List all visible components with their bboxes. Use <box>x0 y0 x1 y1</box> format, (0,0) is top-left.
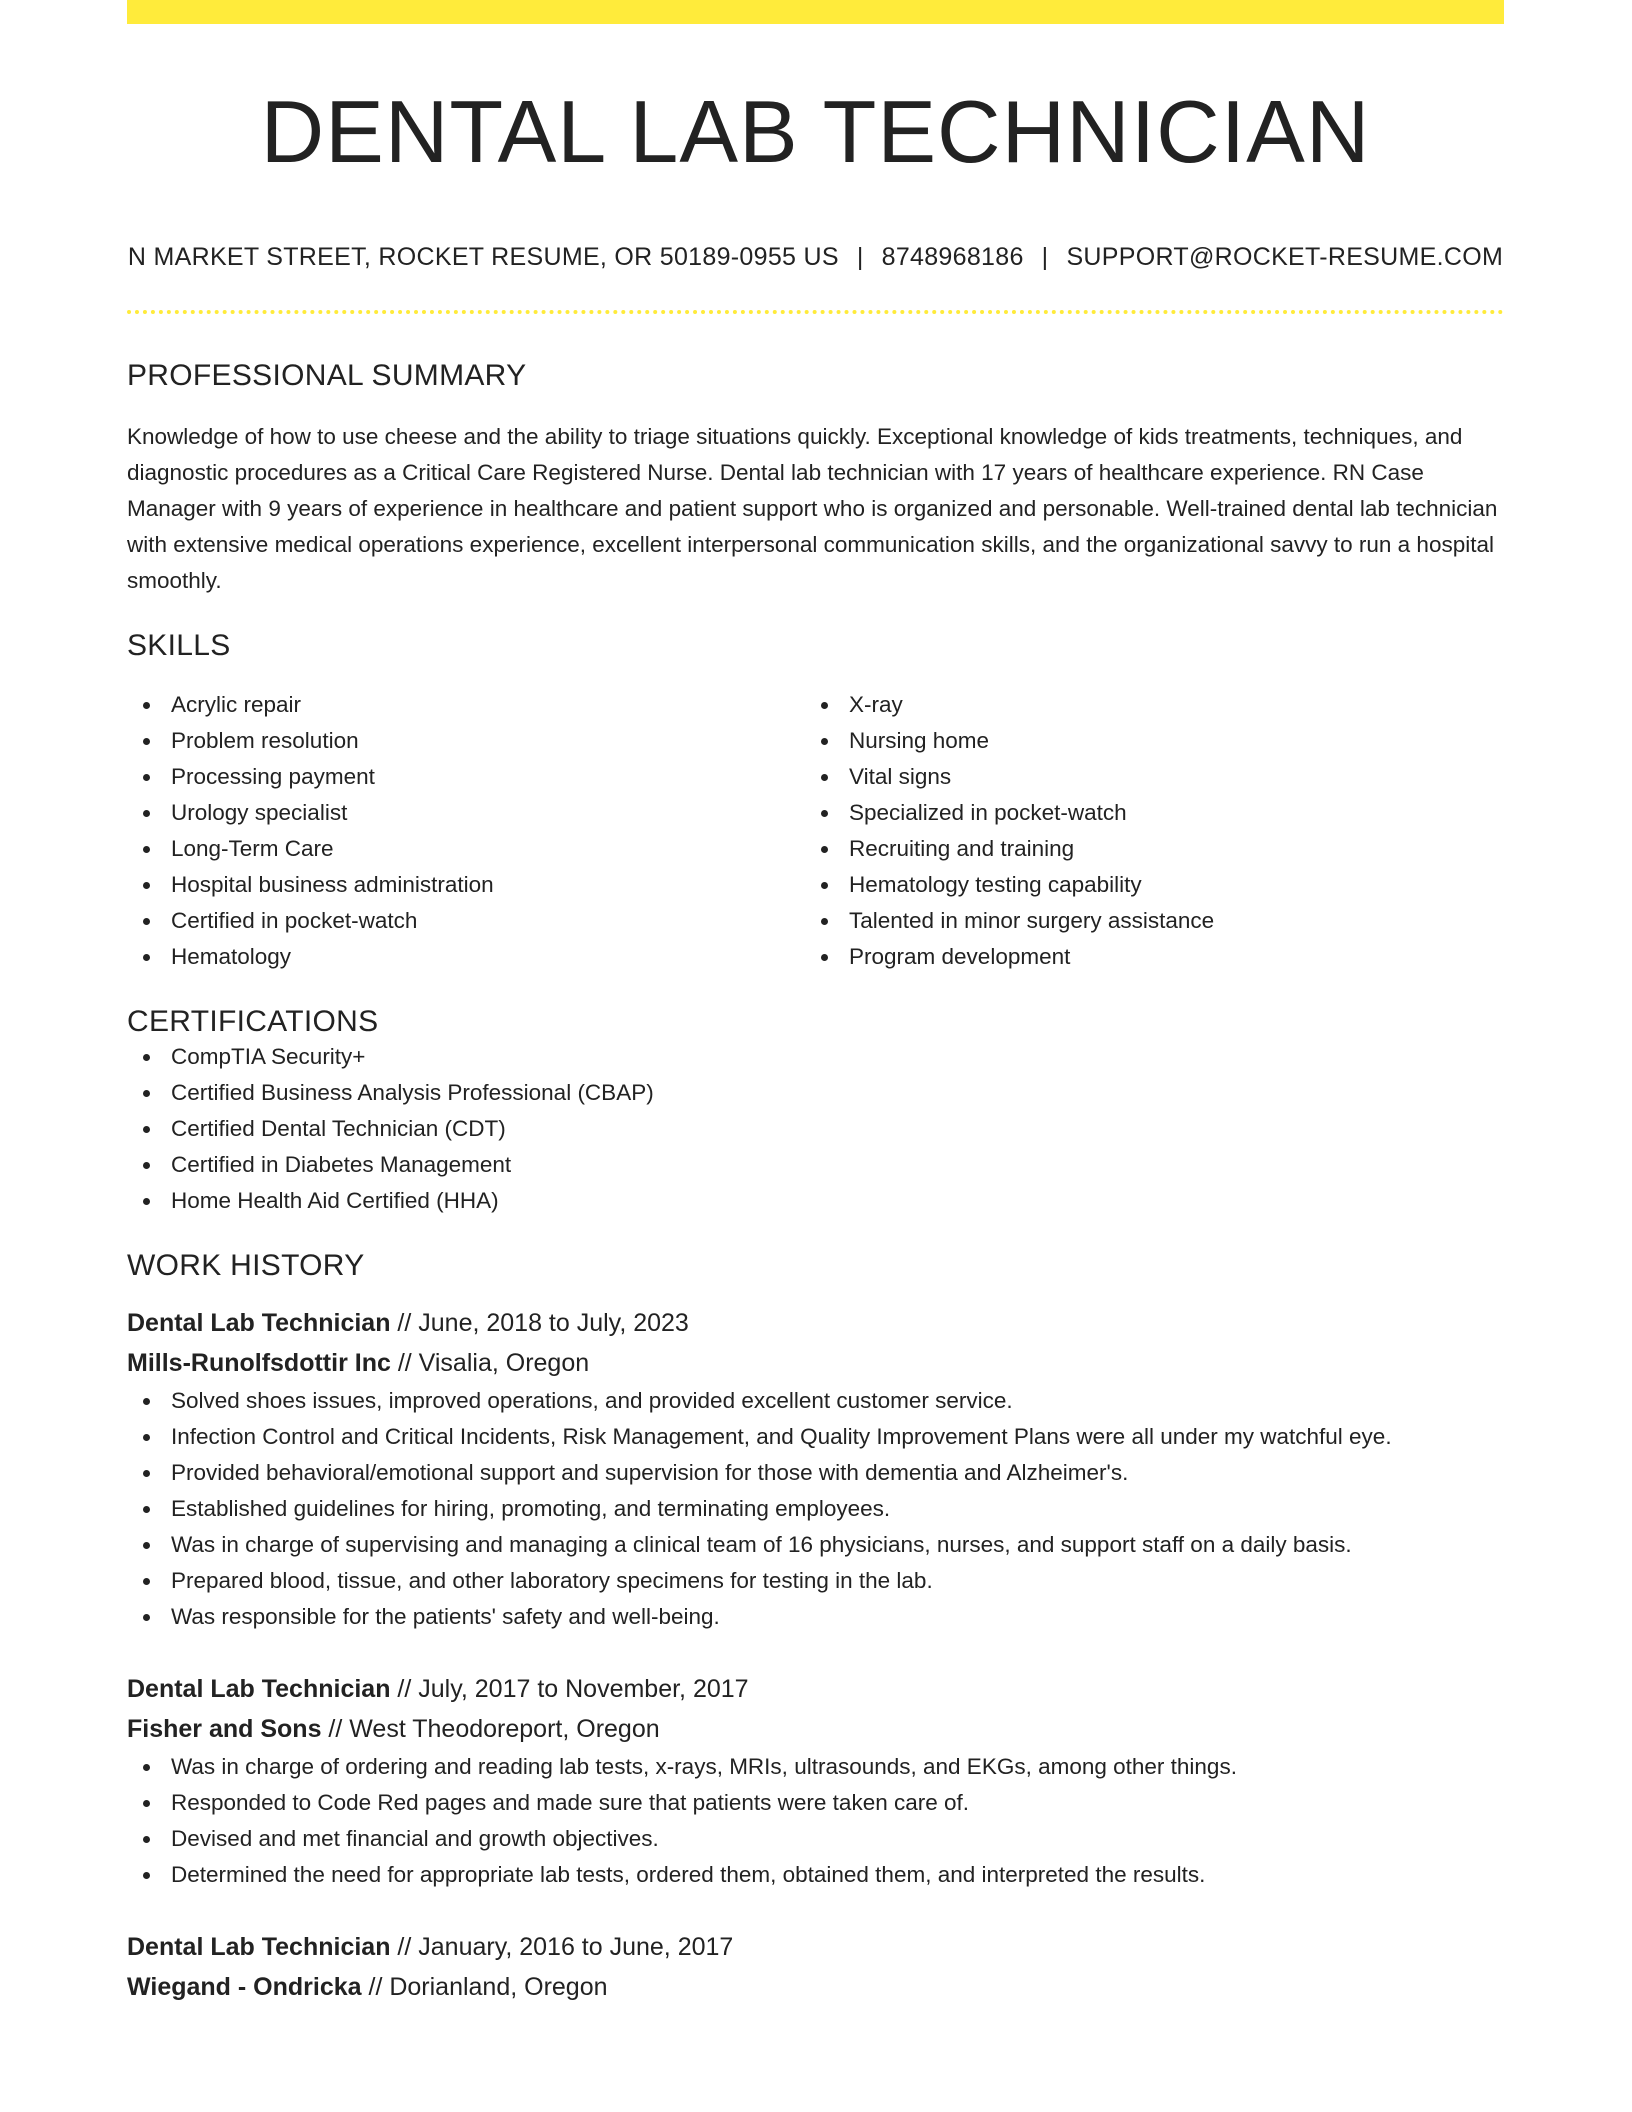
contact-line <box>127 243 1504 272</box>
skills-grid <box>127 687 1504 975</box>
resume-name: DENTAL LAB TECHNICIAN <box>260 82 1371 181</box>
job-entry <box>127 1669 1504 1893</box>
job-bullet-list <box>127 1749 1504 1893</box>
certification-item: CompTIA Security+ <box>127 1039 1504 1075</box>
certifications-list <box>127 1039 1504 1219</box>
job-company: Fisher and Sons <box>127 1714 322 1743</box>
certification-item: Certified Dental Technician (CDT) <box>127 1111 1504 1147</box>
job-company: Wiegand - Ondricka <box>127 1972 362 2001</box>
skill-item: Recruiting and training <box>805 831 1483 867</box>
job-bullet: Provided behavioral/emotional support and supervision for those with dementia and Alzheimer's. <box>127 1455 1504 1491</box>
skill-item: Certified in pocket-watch <box>127 903 805 939</box>
certification-item: Certified in Diabetes Management <box>127 1147 1504 1183</box>
skill-item: Specialized in pocket-watch <box>805 795 1483 831</box>
job-bullet: Established guidelines for hiring, promoting, and terminating employees. <box>127 1491 1504 1527</box>
job-title-line <box>127 1927 1504 1967</box>
skill-item: Hematology testing capability <box>805 867 1483 903</box>
job-title: Dental Lab Technician <box>127 1674 391 1703</box>
job-dates: // June, 2018 to July, 2023 <box>390 1308 689 1337</box>
skill-item: Acrylic repair <box>127 687 805 723</box>
section-title-certifications: CERTIFICATIONS <box>127 1004 379 1038</box>
contact-email: SUPPORT@ROCKET-RESUME.COM <box>1066 242 1504 271</box>
contact-address: N MARKET STREET, ROCKET RESUME, OR 50189-0955 US <box>127 242 839 271</box>
skill-item: Vital signs <box>805 759 1483 795</box>
job-bullet: Responded to Code Red pages and made sure that patients were taken care of. <box>127 1785 1504 1821</box>
section-title-work-history: WORK HISTORY <box>127 1248 365 1282</box>
contact-separator: | <box>856 242 864 271</box>
resume-page <box>127 0 1504 2007</box>
skill-item: Program development <box>805 939 1483 975</box>
job-location: // West Theodoreport, Oregon <box>321 1714 660 1743</box>
job-entry <box>127 1927 1504 2007</box>
work-history-list <box>127 1303 1504 2007</box>
certification-item: Home Health Aid Certified (HHA) <box>127 1183 1504 1219</box>
job-title: Dental Lab Technician <box>127 1932 391 1961</box>
skill-item: X-ray <box>805 687 1483 723</box>
skill-item: Hematology <box>127 939 805 975</box>
contact-phone: 8748968186 <box>881 242 1024 271</box>
job-entry <box>127 1303 1504 1635</box>
summary-text: Knowledge of how to use cheese and the ability to triage situations quickly. Exceptional knowledge of kids treatments, techniques, and diagnostic procedures as a Critical Care Registered Nurse. Dental lab technician with 17 years of healthcare experience. RN Case Manager with 9 years of experience in healthcare and patient support who is organized and personable. Well-trained dental lab technician with extensive medical operations experience, excellent interpersonal communication skills, and the organizational savvy to run a hospital smoothly. <box>127 423 1498 593</box>
skill-item: Processing payment <box>127 759 805 795</box>
job-title-line <box>127 1669 1504 1709</box>
job-bullet: Was responsible for the patients' safety and well-being. <box>127 1599 1504 1635</box>
job-title-line <box>127 1303 1504 1343</box>
job-dates: // July, 2017 to November, 2017 <box>390 1674 749 1703</box>
job-company-line <box>127 1967 1504 2007</box>
dotted-divider <box>127 310 1504 314</box>
skill-item: Nursing home <box>805 723 1483 759</box>
skills-column-left <box>127 687 805 975</box>
job-title: Dental Lab Technician <box>127 1308 391 1337</box>
job-location: // Visalia, Oregon <box>390 1348 590 1377</box>
job-location: // Dorianland, Oregon <box>361 1972 608 2001</box>
skill-item: Hospital business administration <box>127 867 805 903</box>
section-title-summary: PROFESSIONAL SUMMARY <box>127 358 527 392</box>
job-company-line <box>127 1343 1504 1383</box>
skills-list-right <box>805 687 1483 975</box>
job-bullet: Determined the need for appropriate lab tests, ordered them, obtained them, and interpreted the results. <box>127 1857 1504 1893</box>
skill-item: Urology specialist <box>127 795 805 831</box>
section-title-skills: SKILLS <box>127 628 231 662</box>
job-bullet: Devised and met financial and growth objectives. <box>127 1821 1504 1857</box>
skills-column-right <box>805 687 1483 975</box>
accent-top-bar <box>127 0 1504 24</box>
job-bullet: Solved shoes issues, improved operations, and provided excellent customer service. <box>127 1383 1504 1419</box>
job-company-line <box>127 1709 1504 1749</box>
job-company: Mills-Runolfsdottir Inc <box>127 1348 391 1377</box>
contact-separator: | <box>1041 242 1049 271</box>
skill-item: Talented in minor surgery assistance <box>805 903 1483 939</box>
skill-item: Problem resolution <box>127 723 805 759</box>
job-bullet-list <box>127 1383 1504 1635</box>
job-bullet: Was in charge of supervising and managing a clinical team of 16 physicians, nurses, and support staff on a daily basis. <box>127 1527 1504 1563</box>
job-dates: // January, 2016 to June, 2017 <box>390 1932 734 1961</box>
job-bullet: Infection Control and Critical Incidents, Risk Management, and Quality Improvement Plans were all under my watchful eye. <box>127 1419 1504 1455</box>
certification-item: Certified Business Analysis Professional (CBAP) <box>127 1075 1504 1111</box>
job-bullet: Was in charge of ordering and reading lab tests, x-rays, MRIs, ultrasounds, and EKGs, among other things. <box>127 1749 1504 1785</box>
skills-list-left <box>127 687 805 975</box>
job-bullet: Prepared blood, tissue, and other laboratory specimens for testing in the lab. <box>127 1563 1504 1599</box>
skill-item: Long-Term Care <box>127 831 805 867</box>
